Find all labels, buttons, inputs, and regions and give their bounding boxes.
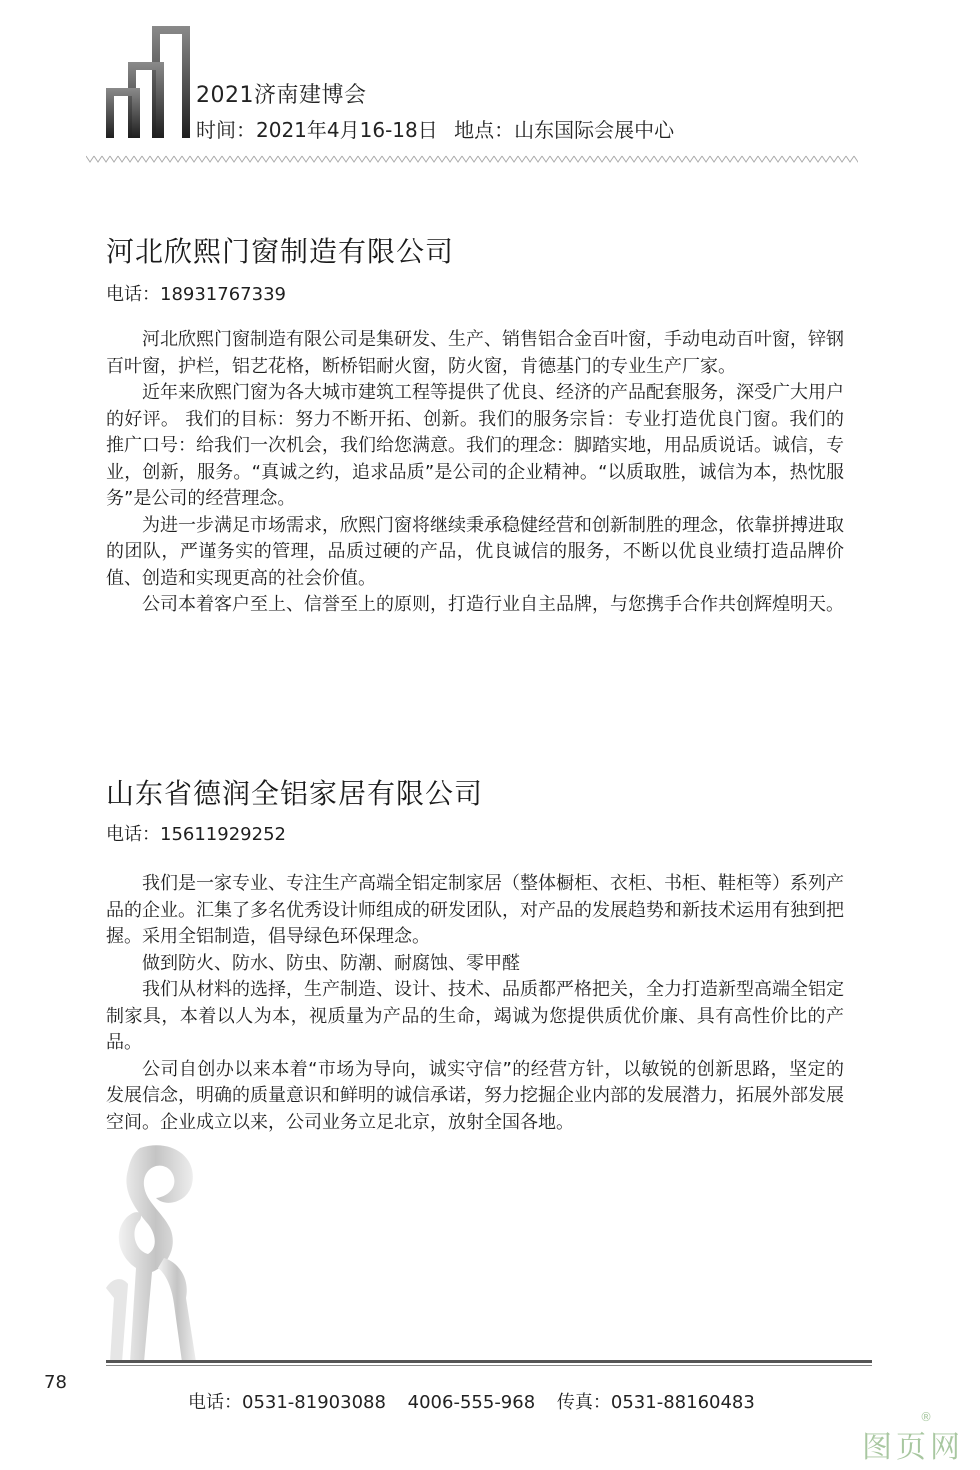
company-name: 山东省德润全铝家居有限公司 bbox=[106, 777, 484, 810]
company-name: 河北欣熙门窗制造有限公司 bbox=[106, 235, 455, 268]
expo-title: 2021济南建博会 bbox=[196, 83, 367, 108]
paragraph: 河北欣熙门窗制造有限公司是集研发、生产、销售铝合金百叶窗，手动电动百叶窗，锌钢百叶窗，护栏，铝艺花格，断桥铝耐火窗，防火窗，肯德基门的专业生产厂家。 bbox=[106, 329, 844, 377]
watermark-logo: 图页网 bbox=[862, 1430, 964, 1465]
paragraph: 近年来欣熙门窗为各大城市建筑工程等提供了优良、经济的产品配套服务，深受广大用户的好评。 我们的目标：努力不断开拓、创新。我们的服务宗旨：专业打造优良门窗。我们的推广口号：给我们一次机会，我们给您满意。我们的理念：脚踏实地，用品质说话。诚信，专业，创新，服务。“真诚之约，追求品质”是公司的企业精神。“以质取胜，诚信为本，热忱服务”是公司的经营理念。 bbox=[106, 382, 844, 509]
footer-fax: 传真：0531-88160483 bbox=[556, 1392, 755, 1413]
footer-phone: 电话：0531-81903088 bbox=[188, 1392, 386, 1413]
sculpture-decoration-icon bbox=[100, 1138, 212, 1362]
paragraph: 做到防火、防水、防虫、防潮、耐腐蚀、零甲醛 bbox=[142, 952, 520, 974]
expo-info bbox=[196, 114, 674, 143]
expo-venue: 地点：山东国际会展中心 bbox=[454, 118, 675, 142]
company-phone: 电话：18931767339 bbox=[106, 284, 286, 305]
footer-rule-thin bbox=[106, 1365, 872, 1366]
paragraph: 我们从材料的选择，生产制造、设计、技术、品质都严格把关，全力打造新型高端全铝定制家具，本着以人为本，视质量为产品的生命，竭诚为您提供质优价廉、具有高性价比的产品。 bbox=[106, 979, 844, 1053]
footer-phone-2: 4006-555-968 bbox=[407, 1392, 536, 1413]
expo-logo-icon bbox=[106, 26, 190, 138]
header-divider bbox=[86, 154, 858, 164]
paragraph: 公司本着客户至上、信誉至上的原则，打造行业自主品牌，与您携手合作共创辉煌明天。 bbox=[142, 594, 844, 615]
footer-contacts bbox=[188, 1388, 755, 1414]
company-phone: 电话：15611929252 bbox=[106, 824, 286, 845]
registered-mark: ® bbox=[920, 1410, 932, 1424]
paragraph: 我们是一家专业、专注生产高端全铝定制家居（整体橱柜、衣柜、书柜、鞋柜等）系列产品的企业。汇集了多名优秀设计师组成的研发团队，对产品的发展趋势和新技术运用有独到把握。采用全铝制造，倡导绿色环保理念。 bbox=[106, 873, 844, 947]
expo-time: 时间：2021年4月16-18日 bbox=[196, 118, 438, 142]
footer-rule bbox=[106, 1360, 872, 1363]
paragraph: 公司自创办以来本着“市场为导向，诚实守信”的经营方针，以敏锐的创新思路，坚定的发展信念，明确的质量意识和鲜明的诚信承诺，努力挖掘企业内部的发展潜力，拓展外部发展空间。企业成立以来，公司业务立足北京，放射全国各地。 bbox=[106, 1058, 844, 1133]
company-description bbox=[106, 871, 844, 1136]
page-number: 78 bbox=[44, 1372, 67, 1393]
company-description bbox=[106, 327, 844, 619]
paragraph: 为进一步满足市场需求，欣熙门窗将继续秉承稳健经营和创新制胜的理念，依靠拼搏进取的团队，严谨务实的管理，品质过硬的产品，优良诚信的服务，不断以优良业绩打造品牌价值、创造和实现更高的社会价值。 bbox=[106, 514, 844, 589]
